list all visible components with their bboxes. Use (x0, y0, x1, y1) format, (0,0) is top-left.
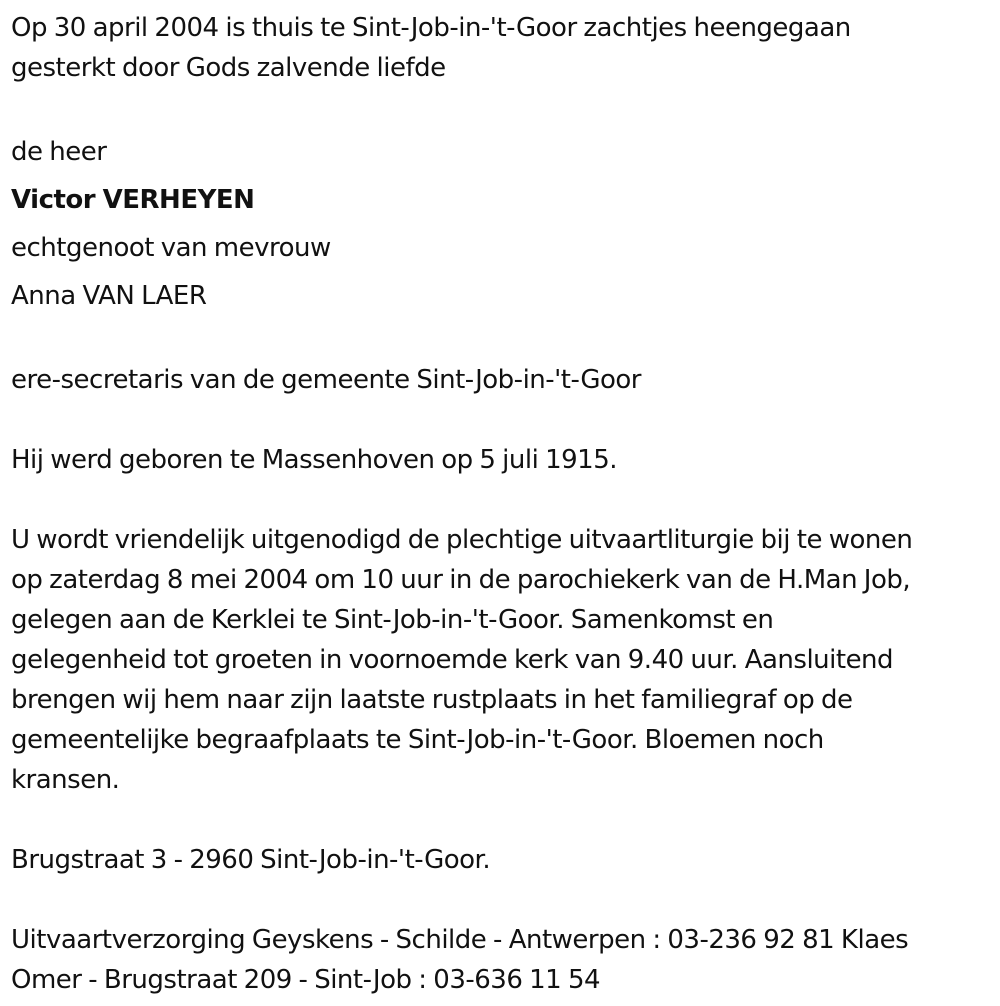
invitation-line-1: U wordt vriendelijk uitgenodigd de plechtige uitvaartliturgie bij te wonen (11, 525, 913, 555)
invitation-line-5: brengen wij hem naar zijn laatste rustplaats in het familiegraf op de (11, 685, 853, 715)
intro-line-2: gesterkt door Gods zalvende liefde (11, 53, 446, 83)
spacer (11, 800, 985, 840)
address-line: Brugstraat 3 - 2960 Sint-Job-in-'t-Goor. (11, 845, 491, 875)
undertaker-line-1: Uitvaartverzorging Geyskens - Schilde - Antwerpen : 03-236 92 81 Klaes (11, 925, 909, 955)
spacer (11, 88, 985, 128)
intro-line-1: Op 30 april 2004 is thuis te Sint-Job-in-'t-Goor zachtjes heengegaan (11, 13, 851, 43)
birth-line: Hij werd geboren te Massenhoven op 5 juli 1915. (11, 445, 618, 475)
function-line: ere-secretaris van de gemeente Sint-Job-in-'t-Goor (11, 365, 641, 395)
spouse-label: echtgenoot van mevrouw (11, 233, 331, 263)
spacer (11, 400, 985, 440)
deceased-name: Victor VERHEYEN (11, 185, 255, 215)
invitation-line-7: kransen. (11, 765, 120, 795)
undertaker-line-2: Omer - Brugstraat 209 - Sint-Job : 03-636 11 54 (11, 965, 601, 995)
spouse-name: Anna VAN LAER (11, 281, 207, 311)
invitation-line-4: gelegenheid tot groeten in voornoemde kerk van 9.40 uur. Aansluitend (11, 645, 894, 675)
spacer (11, 880, 985, 920)
invitation-line-2: op zaterdag 8 mei 2004 om 10 uur in de parochiekerk van de H.Man Job, (11, 565, 911, 595)
spacer (11, 320, 985, 360)
invitation-line-3: gelegen aan de Kerklei te Sint-Job-in-'t-Goor. Samenkomst en (11, 605, 774, 635)
invitation-line-6: gemeentelijke begraafplaats te Sint-Job-in-'t-Goor. Bloemen noch (11, 725, 824, 755)
spacer (11, 480, 985, 520)
honorific: de heer (11, 137, 107, 167)
